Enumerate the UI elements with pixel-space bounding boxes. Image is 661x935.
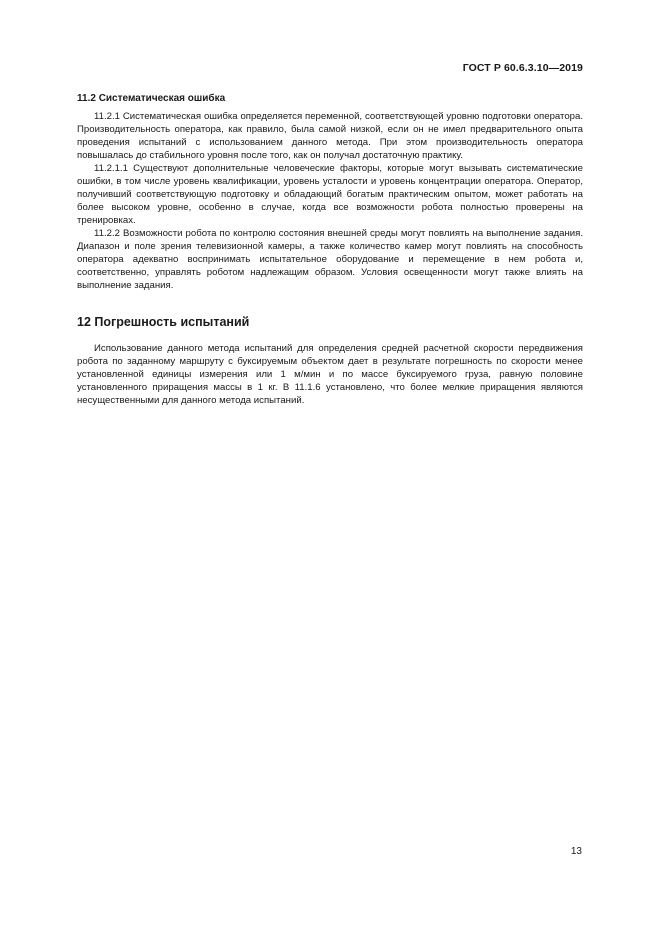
section-11-2-heading: 11.2 Систематическая ошибка [77,93,226,104]
paragraph-11-2-1-1: 11.2.1.1 Существуют дополнительные человеческие факторы, которые могут вызывать систематические ошибки, в том числе уровень квалификации, уровень усталости и уровень концентрации оператора. Оператор, получивший соответствующую подготовку и обладающий богатым практическим опытом, может работать на более высоком уровне, особенно в случае, когда все возможности робота полностью проверены на тренировках. [77,163,583,226]
paragraph-11-2-2: 11.2.2 Возможности робота по контролю состояния внешней среды могут повлиять на выполнение задания. Диапазон и поле зрения телевизионной камеры, а также количество камер могут повлиять на способность оператора адекватно воспринимать испытательное оборудование и перемещение в нем робота и, соответственно, управлять роботом надлежащим образом. Условия освещенности могут также влиять на выполнение задания. [77,228,583,291]
page-content [77,92,583,407]
paragraph-12: Использование данного метода испытаний для определения средней расчетной скорости передвижения робота по заданному маршруту с буксируемым объектом дает в результате погрешность по скорости менее установленной единицы измерения или 1 м/мин и по массе буксируемого груза, равную половине установленного приращения массы в 1 кг. В 11.1.6 установлено, что более мелкие приращения являются несущественными для данного метода испытаний. [77,343,583,406]
paragraph-11-2-1: 11.2.1 Систематическая ошибка определяется переменной, соответствующей уровню подготовки оператора. Производительность оператора, как правило, была самой низкой, если он не имел предварительного опыта проведения испытаний с использованием данного метода. При этом производительность оператора повышалась до стабильного уровня после того, как он получал достаточную практику. [77,111,583,161]
document-code: ГОСТ Р 60.6.3.10—2019 [462,62,583,74]
page-number: 13 [570,846,582,857]
section-12-heading: 12 Погрешность испытаний [77,315,250,329]
